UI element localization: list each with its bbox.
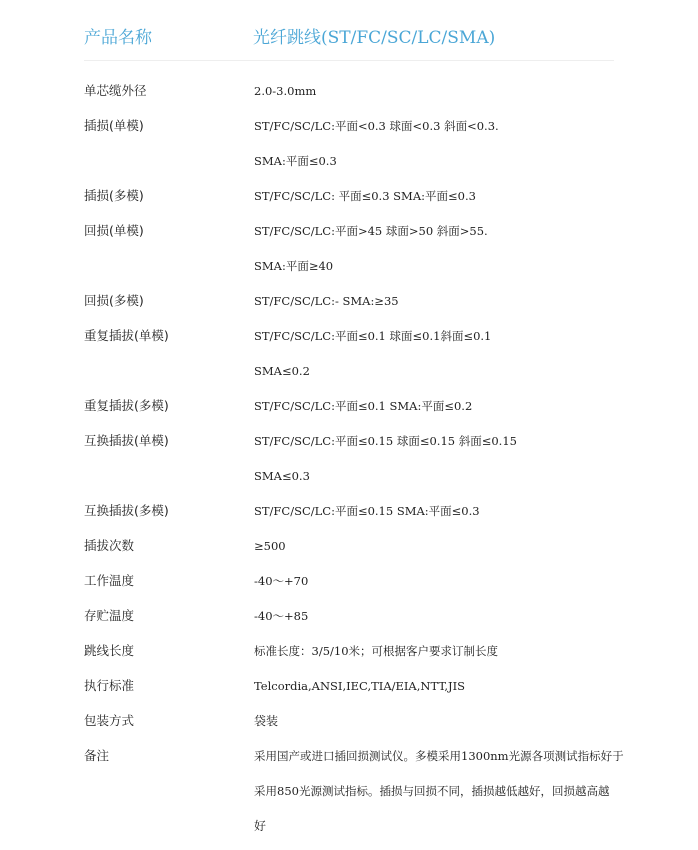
spec-label: 插拔次数	[84, 538, 135, 553]
spec-value: ≥500	[254, 539, 286, 553]
spec-value: ST/FC/SC/LC:平面≤0.1 球面≤0.1斜面≤0.1	[254, 329, 492, 343]
spec-label: 互换插拔(单模)	[84, 433, 169, 448]
header-label: 产品名称	[84, 28, 152, 48]
spec-label: 回损(单模)	[84, 223, 144, 238]
spec-value: ST/FC/SC/LC:平面>45 球面>50 斜面>55.	[254, 224, 488, 238]
spec-value: ST/FC/SC/LC:- SMA:≥35	[254, 294, 399, 308]
spec-label: 重复插拔(多模)	[84, 398, 169, 413]
header-value: 光纤跳线(ST/FC/SC/LC/SMA)	[253, 28, 496, 48]
spec-value: 好	[254, 819, 267, 833]
spec-value: 标准长度：3/5/10米；可根据客户要求订制长度	[254, 644, 499, 658]
spec-value: ST/FC/SC/LC: 平面≤0.3 SMA:平面≤0.3	[254, 189, 476, 203]
spec-value: SMA≤0.3	[254, 469, 310, 483]
spec-label: 回损(多模)	[84, 293, 144, 308]
spec-value: -40～+70	[254, 574, 309, 588]
spec-label: 存贮温度	[84, 608, 135, 623]
spec-value: 2.0-3.0mm	[254, 84, 317, 98]
spec-label: 重复插拔(单模)	[84, 328, 169, 343]
spec-value: ST/FC/SC/LC:平面≤0.15 SMA:平面≤0.3	[254, 504, 480, 518]
spec-label: 互换插拔(多模)	[84, 503, 169, 518]
spec-value: SMA≤0.2	[254, 364, 310, 378]
spec-value: 采用850光源测试指标。插损与回损不同，插损越低越好，回损越高越	[254, 784, 610, 798]
spec-value: SMA:平面≤0.3	[254, 154, 337, 168]
spec-label: 工作温度	[84, 573, 135, 588]
spec-value: Telcordia,ANSI,IEC,TIA/EIA,NTT,JIS	[254, 679, 466, 693]
spec-label: 包装方式	[84, 713, 135, 728]
spec-value: ST/FC/SC/LC:平面≤0.15 球面≤0.15 斜面≤0.15	[254, 434, 517, 448]
spec-label: 插损(多模)	[84, 188, 144, 203]
spec-value: SMA:平面≥40	[254, 259, 334, 273]
spec-value: ST/FC/SC/LC:平面≤0.1 SMA:平面≤0.2	[254, 399, 473, 413]
spec-label: 单芯缆外径	[84, 83, 147, 98]
spec-label: 备注	[84, 748, 110, 763]
spec-label: 执行标准	[84, 678, 135, 693]
spec-value: 袋装	[254, 714, 279, 728]
spec-value: 采用国产或进口插回损测试仪。多模采用1300nm光源各项测试指标好于	[254, 749, 624, 763]
spec-value: ST/FC/SC/LC:平面<0.3 球面<0.3 斜面<0.3.	[254, 119, 499, 133]
spec-value: -40～+85	[254, 609, 309, 623]
spec-label: 插损(单模)	[84, 118, 144, 133]
spec-label: 跳线长度	[84, 643, 135, 658]
